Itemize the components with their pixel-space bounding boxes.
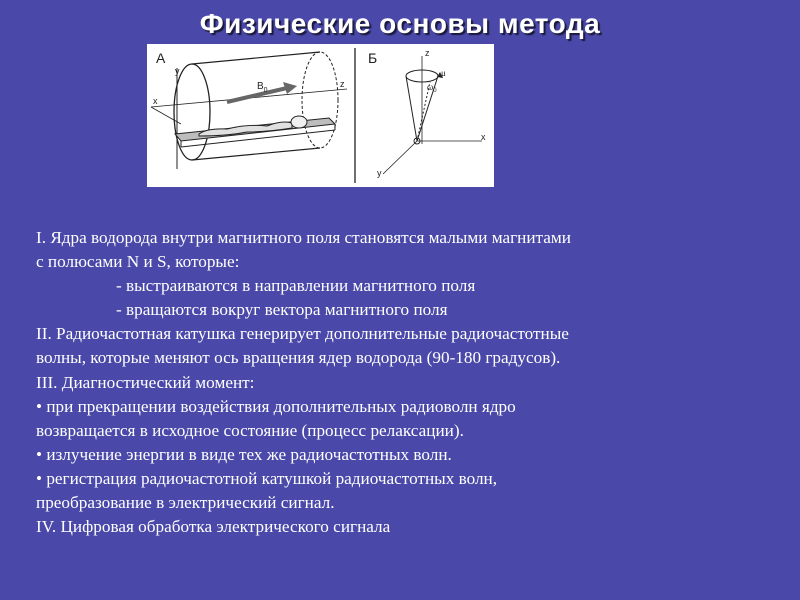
omega-label: $\omega_0$ xyxy=(427,83,437,94)
slide-body-text xyxy=(36,226,792,539)
point-3-bullet-2: • излучение энергии в виде тех же радиочастотных волн. xyxy=(36,444,452,464)
b-x-axis-label: x xyxy=(481,132,486,142)
b-z-axis-label: z xyxy=(425,48,430,58)
panel-b-label: Б xyxy=(368,50,378,66)
mri-diagram-svg xyxy=(147,44,494,187)
point-3-bullet-3-cont: преобразование в электрический сигнал. xyxy=(36,493,335,513)
panel-a-label: А xyxy=(156,50,166,66)
b0-arrowhead xyxy=(283,82,297,94)
point-3-heading: III. Диагностический момент: xyxy=(36,372,255,392)
panel-a-scanner xyxy=(151,50,347,169)
b-y-axis-label: y xyxy=(377,168,382,178)
point-4-line: IV. Цифровая обработка электрического сигнала xyxy=(36,517,391,537)
b0-label: $B_0$ xyxy=(257,81,268,94)
x-axis-label: x xyxy=(153,96,158,106)
point-3-bullet-1: • при прекращении воздействия дополнительных радиоволн ядро xyxy=(36,396,516,416)
point-2-line: II. Радиочастотная катушка генерирует дополнительные радиочастотные xyxy=(36,324,569,344)
point-1-line: I. Ядра водорода внутри магнитного поля становятся малыми магнитами xyxy=(36,228,571,247)
bore-top-edge xyxy=(192,52,320,64)
bore-bottom-edge xyxy=(192,148,320,160)
point-1-sub-align: - выстраиваются в направлении магнитного поля xyxy=(116,276,476,296)
point-1-sub-rotate: - вращаются вокруг вектора магнитного поля xyxy=(116,300,448,320)
slide-title: Физические основы метода xyxy=(199,8,601,39)
point-3-bullet-1-cont: возвращается в исходное состояние (процесс релаксации). xyxy=(36,420,464,440)
mu-label: μ xyxy=(441,68,446,78)
panel-b-precession xyxy=(368,48,486,178)
y-axis-label: y xyxy=(175,66,180,76)
patient-head xyxy=(291,116,307,128)
point-1-line-cont: с полюсами N и S, которые: xyxy=(36,252,240,272)
bore-back-ellipse xyxy=(302,52,338,148)
point-2-line-cont: волны, которые меняют ось вращения ядер водорода (90-180 градусов). xyxy=(36,348,561,368)
mri-diagram-figure xyxy=(147,44,494,187)
z-axis-label: z xyxy=(340,79,345,89)
point-3-bullet-3: • регистрация радиочастотной катушкой радиочастотных волн, xyxy=(36,468,498,488)
